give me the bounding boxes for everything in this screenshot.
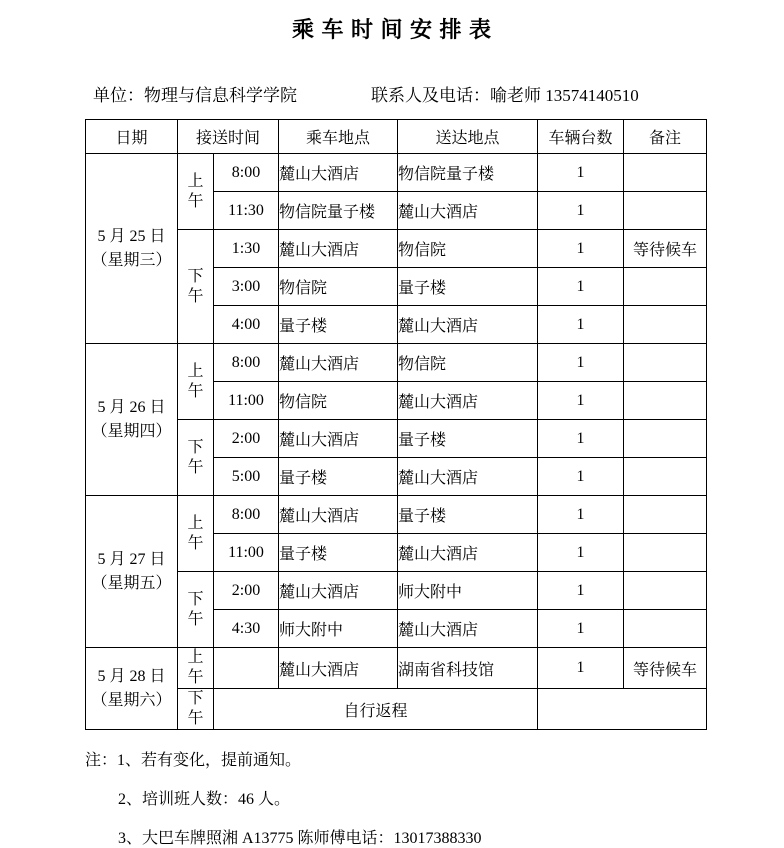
remark-cell (624, 344, 707, 382)
vehicles-cell: 1 (538, 534, 624, 572)
unit-label: 单位： (93, 86, 144, 105)
period-cell: 上午 (178, 648, 214, 689)
date-line1: 5 月 28 日 (97, 668, 166, 686)
period-cell: 下午 (178, 420, 214, 496)
to-cell: 湖南省科技馆 (398, 648, 538, 689)
to-cell: 物信院量子楼 (398, 154, 538, 192)
date-line1: 5 月 26 日 (97, 399, 166, 417)
table-row (86, 496, 707, 534)
from-cell: 麓山大酒店 (279, 496, 398, 534)
header-to: 送达地点 (398, 120, 538, 154)
period-cell: 下午 (178, 689, 214, 730)
table-row (86, 344, 707, 382)
to-cell: 麓山大酒店 (398, 192, 538, 230)
to-cell: 麓山大酒店 (398, 306, 538, 344)
table-row (86, 689, 707, 730)
contact-value: 喻老师 13574140510 (490, 86, 639, 105)
from-cell: 物信院 (279, 268, 398, 306)
vehicles-cell: 1 (538, 496, 624, 534)
from-cell: 师大附中 (279, 610, 398, 648)
time-cell: 11:00 (214, 382, 279, 420)
table-row (86, 230, 707, 268)
contact-label: 联系人及电话： (371, 86, 490, 105)
to-cell: 量子楼 (398, 420, 538, 458)
to-cell: 师大附中 (398, 572, 538, 610)
from-cell: 麓山大酒店 (279, 154, 398, 192)
from-cell: 麓山大酒店 (279, 648, 398, 689)
header-vehicles: 车辆台数 (538, 120, 624, 154)
header-row (86, 120, 707, 154)
date-line2: （星期五） (91, 574, 172, 592)
from-cell: 物信院量子楼 (279, 192, 398, 230)
to-cell: 量子楼 (398, 268, 538, 306)
date-line2: （星期六） (91, 691, 172, 709)
to-cell: 麓山大酒店 (398, 458, 538, 496)
note-item (85, 825, 784, 848)
from-cell: 量子楼 (279, 458, 398, 496)
time-cell: 8:00 (214, 344, 279, 382)
period-cell: 上午 (178, 154, 214, 230)
vehicles-cell: 1 (538, 230, 624, 268)
time-cell: 3:00 (214, 268, 279, 306)
header-date: 日期 (86, 120, 178, 154)
unit-field (93, 81, 297, 106)
from-cell: 麓山大酒店 (279, 420, 398, 458)
contact-field (371, 81, 639, 106)
header-time: 接送时间 (178, 120, 279, 154)
time-cell: 5:00 (214, 458, 279, 496)
time-cell: 8:00 (214, 496, 279, 534)
vehicles-cell: 1 (538, 648, 624, 689)
time-cell: 8:00 (214, 154, 279, 192)
from-cell: 量子楼 (279, 534, 398, 572)
remark-cell (624, 496, 707, 534)
vehicles-cell: 1 (538, 154, 624, 192)
table-row (86, 648, 707, 689)
note-text: 3、大巴车牌照湘 A13775 陈师傅电话：13017388330 (118, 830, 482, 847)
remark-cell (624, 534, 707, 572)
table-row (86, 154, 707, 192)
header-remark: 备注 (624, 120, 707, 154)
notes-section (85, 747, 784, 848)
from-cell: 物信院 (279, 382, 398, 420)
table-row (86, 572, 707, 610)
vehicles-cell: 1 (538, 458, 624, 496)
date-line2: （星期三） (91, 251, 172, 269)
period-cell: 上午 (178, 344, 214, 420)
to-cell: 麓山大酒店 (398, 534, 538, 572)
vehicles-cell: 1 (538, 572, 624, 610)
note-text: 2、培训班人数：46 人。 (118, 791, 291, 808)
vehicles-cell: 1 (538, 268, 624, 306)
header-from: 乘车地点 (279, 120, 398, 154)
date-cell (86, 154, 178, 344)
date-line1: 5 月 25 日 (97, 228, 166, 246)
unit-value: 物理与信息科学学院 (144, 86, 297, 105)
from-cell: 麓山大酒店 (279, 572, 398, 610)
remark-cell (624, 268, 707, 306)
note-item (85, 786, 784, 809)
remark-cell (624, 382, 707, 420)
from-cell: 量子楼 (279, 306, 398, 344)
period-cell: 下午 (178, 572, 214, 648)
meta-row (93, 81, 784, 106)
time-cell: 11:30 (214, 192, 279, 230)
period-cell: 上午 (178, 496, 214, 572)
from-cell: 麓山大酒店 (279, 344, 398, 382)
remark-cell (624, 610, 707, 648)
remark-cell: 等待候车 (624, 648, 707, 689)
remark-cell: 等待候车 (624, 230, 707, 268)
date-line2: （星期四） (91, 422, 172, 440)
date-cell (86, 344, 178, 496)
date-line1: 5 月 27 日 (97, 551, 166, 569)
remark-cell (624, 192, 707, 230)
time-cell: 11:00 (214, 534, 279, 572)
time-cell: 2:00 (214, 420, 279, 458)
period-cell: 下午 (178, 230, 214, 344)
remark-cell (624, 306, 707, 344)
self-return-cell: 自行返程 (214, 689, 538, 730)
time-cell: 4:00 (214, 306, 279, 344)
remark-cell (624, 154, 707, 192)
vehicles-cell: 1 (538, 306, 624, 344)
empty-merged-cell (538, 689, 707, 730)
vehicles-cell: 1 (538, 382, 624, 420)
table-row (86, 420, 707, 458)
schedule-table (85, 119, 707, 730)
note-text: 1、若有变化，提前通知。 (117, 752, 302, 769)
page-title: 乘 车 时 间 安 排 表 (291, 17, 492, 42)
note-item (85, 747, 784, 770)
to-cell: 量子楼 (398, 496, 538, 534)
time-cell: 1:30 (214, 230, 279, 268)
to-cell: 物信院 (398, 344, 538, 382)
remark-cell (624, 572, 707, 610)
remark-cell (624, 420, 707, 458)
date-cell (86, 648, 178, 730)
vehicles-cell: 1 (538, 192, 624, 230)
vehicles-cell: 1 (538, 420, 624, 458)
to-cell: 麓山大酒店 (398, 610, 538, 648)
note-prefix: 注： (85, 752, 118, 769)
time-cell: 4:30 (214, 610, 279, 648)
to-cell: 麓山大酒店 (398, 382, 538, 420)
vehicles-cell: 1 (538, 344, 624, 382)
remark-cell (624, 458, 707, 496)
from-cell: 麓山大酒店 (279, 230, 398, 268)
time-cell (214, 648, 279, 689)
date-cell (86, 496, 178, 648)
vehicles-cell: 1 (538, 610, 624, 648)
time-cell: 2:00 (214, 572, 279, 610)
to-cell: 物信院 (398, 230, 538, 268)
